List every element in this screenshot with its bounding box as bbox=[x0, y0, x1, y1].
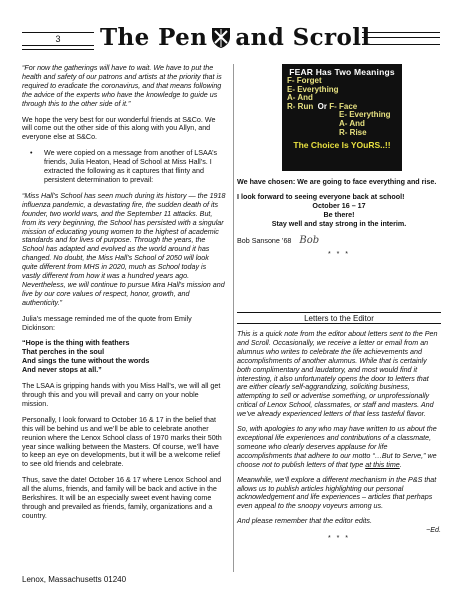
letters-paragraph: This is a quick note from the editor about letters sent to the Pen and Scroll. Occasionally, we receive a letter or email from an alumnus who writes to celebrate the life achievements and accomplishments of another alumnus. While that is certainly both complimentary and laudatory, and most would find it interesting, it also unfortunately opens the door to letters that are either clearly self-aggrandizing, soliciting business, attempting to sell or advertise something, or unprofessionally critical of Lenox School, classmates, or staff and masters. And we’ve already experienced letters of that less tasteful flavor. bbox=[237, 330, 438, 419]
header-rule-left bbox=[22, 49, 94, 50]
letters-heading: Letters to the Editor bbox=[237, 312, 441, 324]
be-there-line: Be there! bbox=[323, 210, 355, 219]
sign-row-text: F- Face bbox=[329, 101, 358, 111]
forward-line: I look forward to seeing everyone back at school! bbox=[237, 192, 405, 201]
poem-line: And sings the tune without the words bbox=[22, 357, 150, 366]
column-divider bbox=[233, 64, 234, 572]
sign-row: R- Rise bbox=[339, 127, 367, 137]
bullet-text: We were copied on a message from another of LSAA’s friends, Julia Heaton, Head of School at Miss Hall’s. I extracted the following as it captures that flinty and persistent determination to prevail: bbox=[44, 149, 218, 184]
sign-row: E- Everything bbox=[287, 84, 339, 94]
lsaa-paragraph: The LSAA is gripping hands with you Miss Hall’s, we will all get through this and you will prevail and carry on your noble mission. bbox=[22, 382, 221, 408]
header-rule-right bbox=[362, 32, 440, 45]
letters-paragraph: And please remember that the editor edits. bbox=[237, 517, 372, 526]
section-stars: * * * bbox=[327, 251, 351, 259]
left-column bbox=[22, 64, 226, 528]
dickinson-poem bbox=[22, 339, 226, 375]
page-number: 3 bbox=[22, 32, 94, 46]
sign-title: FEAR Has Two Meanings bbox=[289, 67, 395, 77]
reunion-paragraph: Personally, I look forward to October 16 & 17 in the belief that this will be behind us and we’ll be able to celebrate another reunion where the Lenox School class of 1970 marks their 50th year since walking between the Masters. Of course, we’ll have to keep an eye on developments, but it will be a welcome relief to see old friends and celebrate. bbox=[22, 415, 222, 469]
signoff-name: Bob Sansone ’68 bbox=[237, 236, 292, 245]
save-date-paragraph: Thus, save the date! October 16 & 17 where Lenox School and all the alums, friends, and family will be back and active in the Berkshires. It will be an especially sweet event having come through and prevailed as friends, family, organizations and a country. bbox=[22, 476, 222, 520]
letters-text: . bbox=[399, 460, 402, 469]
sign-row: F- Forget bbox=[287, 76, 322, 85]
fear-chalkboard-image bbox=[282, 64, 402, 171]
sign-row: A- And bbox=[339, 118, 365, 128]
signoff bbox=[237, 234, 441, 246]
dates-line: October 16 – 17 bbox=[312, 201, 366, 210]
dickinson-intro: Julia’s message reminded me of the quote from Emily Dickinson: bbox=[22, 314, 192, 332]
bullet-item bbox=[22, 149, 226, 185]
letters-section bbox=[237, 330, 441, 544]
shield-icon bbox=[211, 27, 231, 55]
sign-row: E- Everything bbox=[339, 110, 391, 120]
masthead-part1: The Pen bbox=[100, 24, 208, 51]
editor-signoff: ~Ed. bbox=[426, 526, 441, 535]
poem-line: That perches in the soul bbox=[22, 348, 105, 357]
letters-paragraph bbox=[237, 425, 441, 470]
right-column bbox=[237, 178, 441, 260]
letters-paragraph: Meanwhile, we’ll explore a different mechanism in the P&S that allows us to publish articles highlighting our personal acknowledgement and life experiences – articles that perhaps even appeal to the snoopy voyeurs among us. bbox=[237, 475, 437, 511]
poem-line: “Hope is the thing with feathers bbox=[22, 339, 130, 348]
sign-row-text: R- Run bbox=[287, 101, 314, 111]
chosen-paragraph: We have chosen: We are going to face everything and rise. bbox=[237, 178, 437, 186]
hope-paragraph: We hope the very best for our wonderful friends at S&Co. We will come out the other side of this along with you Allyn, and everyone else at S&Co. bbox=[22, 115, 216, 142]
footer-address: Lenox, Massachusetts 01240 bbox=[22, 575, 127, 584]
bullet-dot: • bbox=[30, 149, 33, 158]
sign-row: A- And bbox=[287, 93, 313, 103]
stay-well-line: Stay well and stay strong in the interim. bbox=[271, 219, 407, 228]
quote-paragraph: “For now the gatherings will have to wait. We have to put the health and safety of our patrons and artists at the priority that is required to eradicate the coronavirus, and that means following the advice of the experts who have the knowledge to guide us through this to the other side of it.” bbox=[22, 64, 222, 108]
masthead-part2: and Scroll bbox=[235, 24, 371, 51]
signature: Bob bbox=[299, 234, 320, 246]
letters-emphasis: at this time bbox=[365, 460, 400, 469]
masthead bbox=[100, 24, 371, 55]
sign-choice: The Choice Is YOuRS..!! bbox=[293, 140, 391, 151]
miss-halls-quote: “Miss Hall’s School has seen much during its history — the 1918 influenza pandemic, a devastating fire, the sudden death of its founder, two world wars, and the September 11 attacks. But, from its very beginning, the School has persisted with a singular mission of educating young women to the highest of academic standards and for lives of purpose. Through the years, the School has adapted and evolved as the world around it has changed. No doubt, the Miss Hall’s School of 2050 will look quite different from MHS in 2020, much as School today is vastly different from how it was a hundred years ago. Nevertheless, we will continue to pursue Mira Hall’s mission and live by our core values of respect, honor, growth, and authenticity.” bbox=[22, 191, 226, 307]
sign-or: Or bbox=[317, 101, 328, 111]
letters-text: So, with apologies to any who may have written to us about the exceptional life experiences and contributions of a classmate, someone who clearly deserves applause for life accomplishments that adhere to our motto “…But to Serve,” we choose not to publish letters of that type bbox=[237, 425, 437, 469]
letters-stars: * * * bbox=[327, 535, 351, 543]
poem-line: And never stops at all.” bbox=[22, 366, 102, 375]
